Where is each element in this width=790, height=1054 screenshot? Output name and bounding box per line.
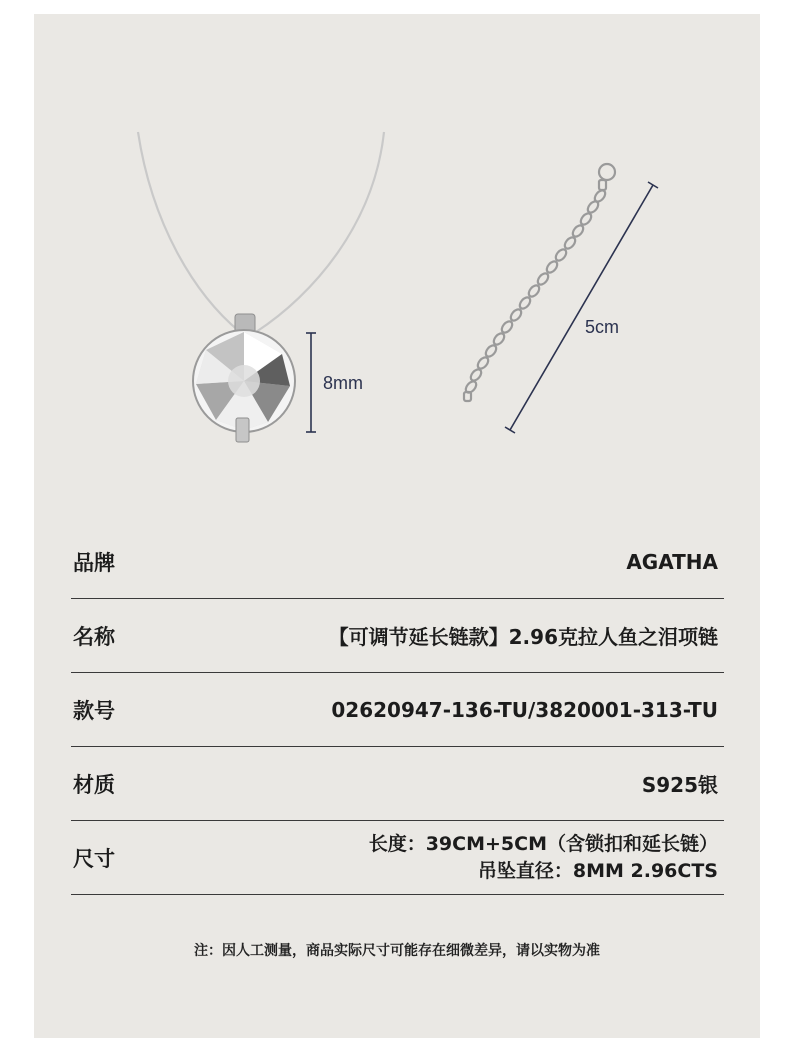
spec-row-name [71, 599, 724, 673]
spec-label-model: 款号 [73, 698, 115, 723]
measurement-footnote: 注：因人工测量，商品实际尺寸可能存在细微差异，请以实物为准 [194, 943, 600, 959]
spec-value-size-length: 长度：39CM+5CM（含锁扣和延长链） [368, 832, 718, 855]
spec-row-material [71, 747, 724, 821]
pendant-dimension-line [306, 333, 316, 432]
spec-row-brand [71, 526, 724, 599]
extender-chain-image [464, 164, 615, 401]
pendant-image [193, 314, 295, 442]
spec-value-size [369, 831, 724, 885]
spec-row-model [71, 673, 724, 747]
spec-value-brand: AGATHA [626, 550, 718, 574]
spec-label-name: 名称 [73, 624, 115, 649]
product-illustrations [34, 14, 760, 484]
spec-row-size [71, 821, 724, 895]
spec-label-brand: 品牌 [73, 551, 115, 575]
pendant-dimension-label: 8mm [323, 373, 363, 393]
spec-label-material: 材质 [73, 772, 115, 797]
extender-dimension-label: 5cm [585, 317, 620, 337]
spec-value-model: 02620947-136-TU/3820001-313-TU [331, 697, 718, 722]
spec-value-material: S925银 [641, 773, 718, 797]
spec-table [71, 526, 724, 895]
necklace-cord [138, 132, 240, 332]
spec-panel [34, 14, 760, 1038]
spec-value-size-diameter: 吊坠直径：8MM 2.96CTS [477, 859, 718, 882]
spec-label-size: 尺寸 [73, 846, 115, 871]
spec-value-name: 【可调节延长链款】2.96克拉人鱼之泪项链 [328, 625, 718, 649]
